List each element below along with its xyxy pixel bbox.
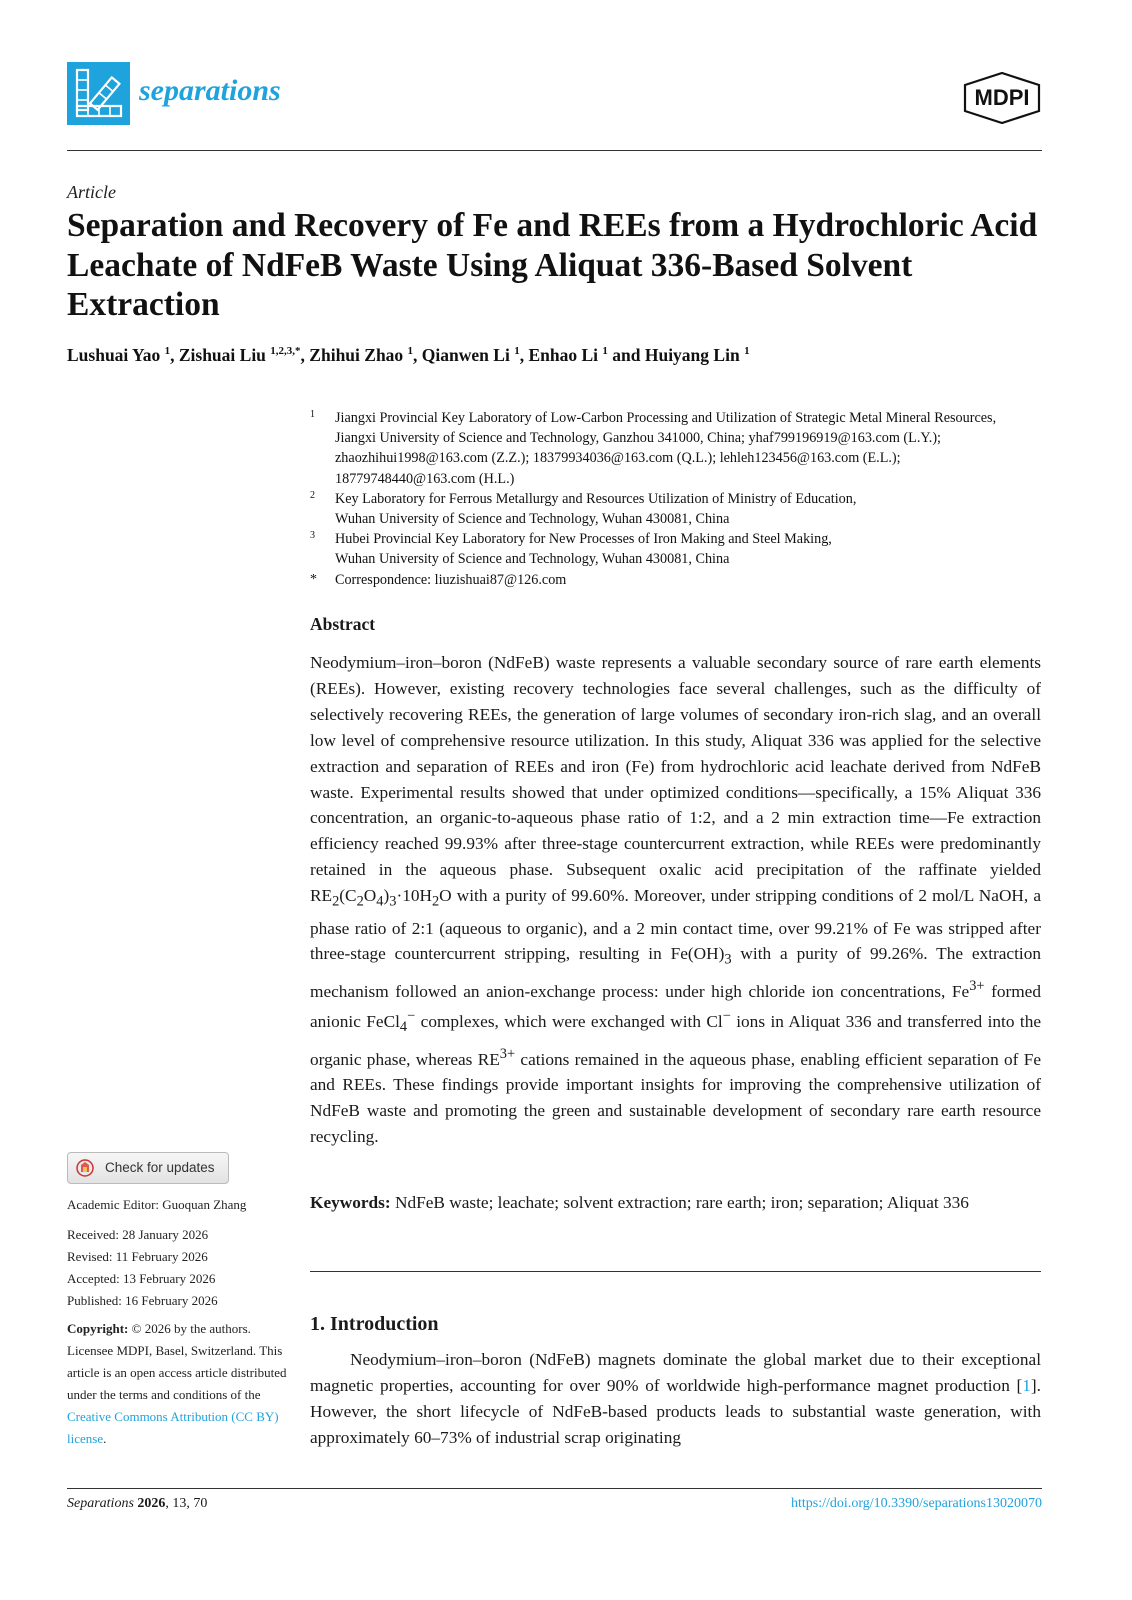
date-line: Published: 16 February 2026 <box>67 1293 218 1308</box>
affiliation-line: Jiangxi University of Science and Technology, Ganzhou 341000, China; yhaf799196919@163.com (L.Y.); <box>335 430 941 447</box>
footer-volume: , 13, 70 <box>165 1496 208 1511</box>
affiliation-mark: 1 <box>310 409 315 420</box>
affiliation-line: Hubei Provincial Key Laboratory for New Processes of Iron Making and Steel Making, <box>335 531 832 548</box>
citation-link[interactable]: 1 <box>1022 1376 1031 1395</box>
academic-editor: Academic Editor: Guoquan Zhang <box>67 1197 247 1212</box>
affiliation-mark: 3 <box>310 530 315 542</box>
footer-journal: Separations <box>67 1496 134 1511</box>
license-link[interactable]: Creative Commons Attribution (CC BY) license <box>67 1409 279 1446</box>
author-name[interactable]: Zishuai Liu <box>178 345 271 365</box>
affiliation-line: zhaozhihui1998@163.com (Z.Z.); 18379934036@163.com (Q.L.); lehleh123456@163.com (E.L.); <box>335 450 901 467</box>
publisher-logo-text: MDPI <box>974 85 1030 110</box>
author-affiliation-mark: 1,2,3,* <box>270 345 301 358</box>
author-affiliation-mark: 1 <box>164 345 171 358</box>
date-line: Received: 28 January 2026 <box>67 1227 209 1242</box>
author-name[interactable]: Lushuai Yao <box>67 345 165 365</box>
abstract-text: Neodymium–iron–boron (NdFeB) waste represents a valuable secondary source of rare earth elements (REEs). However, existing recovery technologies face several challenges, such as the difficulty of selectively recovering REEs, the generation of large volumes of secondary iron-rich slag, and an overall low level of comprehensive resource utilization. In this study, Aliquat 336 was applied for the selective extraction and separation of REEs and iron (Fe) from hydrochloric acid leachate derived from NdFeB waste. Experimental results showed that under optimized conditions—specifically, a 15% Aliquat 336 concentration, an organic-to-aqueous phase ratio of 1:2, and a 2 min extraction time—Fe extraction efficiency reached 99.93% after three-stage countercurrent extraction, while REEs were predominantly retained in the aqueous phase. Subsequent oxalic acid precipitation of the raffinate yielded $RE_2(C_2O_4)_3\cdot 10H_2O$ with a purity of 99.60%. Moreover, under stripping conditions of 2 mol/L NaOH, a phase ratio of 2:1 (aqueous to organic), and a 2 min contact time, over 99.21% of Fe was stripped after three-stage countercurrent stripping, resulting in $Fe(OH)_3$ with a purity of 99.26%. The extraction mechanism followed an anion-exchange process: under high chloride ion concentrations, $Fe^{3+}$ formed anionic FeCl$_4$− complexes, which were exchanged with Cl− ions in Aliquat 336 and transferred into the organic phase, whereas $RE^{3+}$ cations remained in the aqueous phase, enabling efficient separation of Fe and REEs. These findings provide important insights for improving the comprehensive utilization of NdFeB waste and promoting the green and sustainable development of secondary rare earth resource recycling. <box>310 653 1042 1147</box>
author-name[interactable]: Enhao Li <box>528 345 603 365</box>
check-updates-icon <box>76 1159 94 1177</box>
copyright-end: . <box>103 1431 107 1446</box>
introduction-text: Neodymium–iron–boron (NdFeB) magnets dominate the global market due to their exceptional magnetic properties, accounting for over 90% of worldwide high-performance magnet production [1]. However, the short lifecycle of NdFeB-based products leads to substantial waste generation, with approximately 60–73% of industrial scrap originating <box>310 1350 1041 1447</box>
check-updates-label: Check for updates <box>105 1160 215 1175</box>
affiliation-line: 18779748440@163.com (H.L.) <box>335 470 515 487</box>
author-name[interactable]: Qianwen Li <box>421 345 515 365</box>
article-title: Separation and Recovery of Fe and REEs from a Hydrochloric Acid Leachate of NdFeB Waste Using Aliquat 336-Based Solvent Extraction <box>67 207 1038 323</box>
journal-name[interactable]: separations <box>139 74 281 107</box>
author-affiliation-mark: 1 <box>602 345 608 358</box>
keywords <box>310 1190 1041 1216</box>
abstract-heading: Abstract <box>310 614 376 634</box>
section-divider <box>310 1271 1041 1272</box>
author-affiliation-mark: 1 <box>407 345 414 358</box>
affiliation-mark: 2 <box>310 489 315 501</box>
article-type: Article <box>67 182 116 202</box>
author-name[interactable]: Zhihui Zhao <box>309 345 408 365</box>
keywords-label: Keywords: <box>310 1193 391 1212</box>
journal-logo-icon <box>67 62 130 125</box>
affiliation-item <box>310 570 1050 590</box>
author-name[interactable]: Huiyang Lin <box>644 345 745 365</box>
affiliation-item <box>310 529 1050 569</box>
publication-dates <box>67 1224 287 1312</box>
copyright-text: © 2026 by the authors. Licensee MDPI, Basel, Switzerland. This article is an open access article distributed under the terms and conditions of the <box>67 1321 287 1402</box>
affiliation-line: Jiangxi Provincial Key Laboratory of Low-Carbon Processing and Utilization of Strategic Metal Mineral Resources, <box>335 410 997 426</box>
affiliation-item <box>310 408 1050 489</box>
publisher-logo[interactable] <box>962 72 1042 124</box>
section-heading: 1. Introduction <box>310 1313 439 1335</box>
check-for-updates-button[interactable] <box>67 1152 229 1184</box>
affiliation-mark: * <box>310 571 317 587</box>
affiliation-item <box>310 489 1050 529</box>
footer-divider <box>67 1488 1042 1489</box>
affiliation-line: Correspondence: liuzishuai87@126.com <box>335 571 567 588</box>
date-line: Accepted: 13 February 2026 <box>67 1271 216 1286</box>
doi-link[interactable]: https://doi.org/10.3390/separations13020070 <box>791 1496 1042 1511</box>
keywords-text: NdFeB waste; leachate; solvent extraction; rare earth; iron; separation; Aliquat 336 <box>394 1193 969 1212</box>
affiliations <box>310 408 1050 590</box>
copyright-notice <box>67 1318 287 1450</box>
copyright-label: Copyright: <box>67 1321 129 1336</box>
citation-footer <box>67 1496 207 1512</box>
author-affiliation-mark: 1 <box>514 345 520 358</box>
affiliation-line: Wuhan University of Science and Technology, Wuhan 430081, China <box>335 551 730 568</box>
affiliation-line: Wuhan University of Science and Technology, Wuhan 430081, China <box>335 511 730 528</box>
footer-year: 2026 <box>137 1496 166 1511</box>
affiliation-line: Key Laboratory for Ferrous Metallurgy and Resources Utilization of Ministry of Education, <box>335 490 857 507</box>
date-line: Revised: 11 February 2026 <box>67 1249 208 1264</box>
header-divider <box>67 150 1042 151</box>
author-affiliation-mark: 1 <box>744 345 750 358</box>
author-list: Lushuai Yao $^1$, Zishuai Liu $^{1,2,3,*}$, Zhihui Zhao $^1$, Qianwen Li $^1$, Enhao Li $^1$ and Huiyang Lin $^1$ <box>67 345 750 365</box>
